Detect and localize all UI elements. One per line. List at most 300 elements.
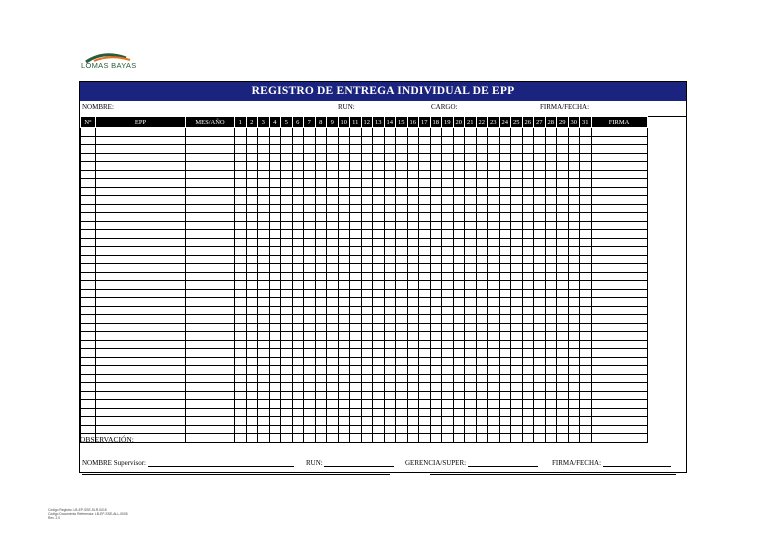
table-cell[interactable] [568,247,580,256]
table-cell[interactable] [384,272,396,281]
table-cell[interactable] [522,315,534,324]
table-cell[interactable] [453,434,465,443]
table-cell[interactable] [419,162,431,171]
table-cell[interactable] [258,425,270,434]
table-cell[interactable] [281,238,293,247]
table-cell[interactable] [246,323,258,332]
table-cell[interactable] [465,425,477,434]
table-cell[interactable] [269,340,281,349]
table-cell[interactable] [338,323,350,332]
table-cell[interactable] [511,408,523,417]
table-cell[interactable] [419,153,431,162]
table-cell[interactable] [580,425,592,434]
table-cell[interactable] [350,408,362,417]
table-cell[interactable] [350,272,362,281]
table-cell[interactable] [292,238,304,247]
table-cell[interactable] [338,366,350,375]
table-cell[interactable] [465,153,477,162]
table-cell[interactable] [396,272,408,281]
table-cell[interactable] [292,230,304,239]
table-cell[interactable] [384,153,396,162]
table-cell[interactable] [591,281,647,290]
table-cell[interactable] [235,255,247,264]
table-cell[interactable] [327,145,339,154]
table-cell[interactable] [338,349,350,358]
table-cell[interactable] [96,323,186,332]
table-cell[interactable] [545,383,557,392]
table-cell[interactable] [246,417,258,426]
table-cell[interactable] [384,306,396,315]
table-cell[interactable] [315,332,327,341]
table-cell[interactable] [511,340,523,349]
table-cell[interactable] [81,332,96,341]
table-cell[interactable] [430,323,442,332]
table-cell[interactable] [522,213,534,222]
table-cell[interactable] [315,255,327,264]
table-cell[interactable] [442,145,454,154]
table-cell[interactable] [591,357,647,366]
table-cell[interactable] [96,204,186,213]
table-cell[interactable] [96,255,186,264]
table-cell[interactable] [488,153,500,162]
table-cell[interactable] [81,289,96,298]
table-cell[interactable] [327,374,339,383]
table-cell[interactable] [81,255,96,264]
table-cell[interactable] [350,417,362,426]
table-cell[interactable] [430,408,442,417]
table-cell[interactable] [407,162,419,171]
table-cell[interactable] [315,247,327,256]
table-cell[interactable] [499,434,511,443]
table-cell[interactable] [488,145,500,154]
table-cell[interactable] [304,383,316,392]
table-cell[interactable] [545,145,557,154]
table-cell[interactable] [315,425,327,434]
table-cell[interactable] [373,289,385,298]
table-cell[interactable] [534,128,546,137]
table-cell[interactable] [499,230,511,239]
table-cell[interactable] [568,408,580,417]
table-cell[interactable] [384,417,396,426]
table-cell[interactable] [511,357,523,366]
table-cell[interactable] [534,332,546,341]
table-cell[interactable] [557,383,569,392]
table-cell[interactable] [430,425,442,434]
table-cell[interactable] [407,128,419,137]
table-cell[interactable] [407,281,419,290]
table-cell[interactable] [186,417,235,426]
table-cell[interactable] [568,128,580,137]
table-cell[interactable] [453,408,465,417]
table-cell[interactable] [96,357,186,366]
table-cell[interactable] [269,187,281,196]
table-cell[interactable] [488,383,500,392]
table-cell[interactable] [442,255,454,264]
table-cell[interactable] [522,332,534,341]
table-cell[interactable] [465,264,477,273]
table-cell[interactable] [465,400,477,409]
table-cell[interactable] [534,298,546,307]
table-cell[interactable] [235,306,247,315]
table-cell[interactable] [292,281,304,290]
table-cell[interactable] [534,272,546,281]
table-cell[interactable] [292,349,304,358]
table-cell[interactable] [338,170,350,179]
table-cell[interactable] [327,281,339,290]
table-cell[interactable] [419,221,431,230]
table-cell[interactable] [246,357,258,366]
table-cell[interactable] [327,179,339,188]
table-cell[interactable] [545,264,557,273]
table-cell[interactable] [186,349,235,358]
table-cell[interactable] [350,247,362,256]
table-cell[interactable] [246,281,258,290]
table-cell[interactable] [591,128,647,137]
table-cell[interactable] [258,400,270,409]
table-cell[interactable] [545,255,557,264]
table-cell[interactable] [304,247,316,256]
table-cell[interactable] [407,383,419,392]
table-cell[interactable] [258,434,270,443]
table-cell[interactable] [407,187,419,196]
table-cell[interactable] [292,247,304,256]
table-cell[interactable] [396,434,408,443]
table-cell[interactable] [407,255,419,264]
table-cell[interactable] [373,145,385,154]
table-cell[interactable] [350,145,362,154]
table-cell[interactable] [580,281,592,290]
table-cell[interactable] [350,340,362,349]
table-cell[interactable] [453,289,465,298]
table-cell[interactable] [545,153,557,162]
table-cell[interactable] [373,332,385,341]
table-cell[interactable] [373,162,385,171]
table-cell[interactable] [186,145,235,154]
table-cell[interactable] [373,357,385,366]
table-cell[interactable] [568,204,580,213]
table-cell[interactable] [186,162,235,171]
table-cell[interactable] [281,213,293,222]
table-cell[interactable] [361,340,373,349]
table-cell[interactable] [186,357,235,366]
table-cell[interactable] [488,221,500,230]
table-cell[interactable] [453,340,465,349]
table-cell[interactable] [361,383,373,392]
table-cell[interactable] [442,289,454,298]
table-cell[interactable] [258,145,270,154]
table-cell[interactable] [499,213,511,222]
table-cell[interactable] [476,400,488,409]
table-cell[interactable] [591,255,647,264]
table-cell[interactable] [281,247,293,256]
table-cell[interactable] [488,187,500,196]
table-cell[interactable] [384,298,396,307]
table-cell[interactable] [442,162,454,171]
table-cell[interactable] [235,153,247,162]
table-cell[interactable] [361,323,373,332]
table-cell[interactable] [350,374,362,383]
table-cell[interactable] [315,340,327,349]
table-cell[interactable] [580,340,592,349]
table-cell[interactable] [361,289,373,298]
table-cell[interactable] [81,349,96,358]
table-cell[interactable] [419,255,431,264]
table-cell[interactable] [315,272,327,281]
table-cell[interactable] [545,179,557,188]
table-cell[interactable] [534,264,546,273]
table-cell[interactable] [430,145,442,154]
table-cell[interactable] [292,391,304,400]
table-cell[interactable] [545,136,557,145]
table-cell[interactable] [81,340,96,349]
table-cell[interactable] [235,204,247,213]
table-cell[interactable] [580,408,592,417]
table-cell[interactable] [568,323,580,332]
table-cell[interactable] [419,238,431,247]
table-cell[interactable] [557,391,569,400]
table-cell[interactable] [81,145,96,154]
table-cell[interactable] [453,417,465,426]
table-cell[interactable] [511,434,523,443]
table-cell[interactable] [557,408,569,417]
table-cell[interactable] [315,128,327,137]
table-cell[interactable] [407,213,419,222]
table-cell[interactable] [258,417,270,426]
table-cell[interactable] [81,366,96,375]
table-cell[interactable] [430,366,442,375]
table-cell[interactable] [591,374,647,383]
table-cell[interactable] [281,264,293,273]
table-cell[interactable] [522,425,534,434]
table-cell[interactable] [269,153,281,162]
table-cell[interactable] [327,170,339,179]
table-cell[interactable] [246,349,258,358]
table-cell[interactable] [465,230,477,239]
table-cell[interactable] [292,136,304,145]
table-cell[interactable] [499,289,511,298]
table-cell[interactable] [511,179,523,188]
table-cell[interactable] [373,306,385,315]
table-cell[interactable] [545,230,557,239]
table-cell[interactable] [453,204,465,213]
table-cell[interactable] [315,357,327,366]
table-cell[interactable] [580,417,592,426]
table-cell[interactable] [246,332,258,341]
table-cell[interactable] [557,417,569,426]
table-cell[interactable] [407,204,419,213]
table-cell[interactable] [407,332,419,341]
table-cell[interactable] [269,400,281,409]
table-cell[interactable] [522,136,534,145]
table-cell[interactable] [465,281,477,290]
table-cell[interactable] [488,213,500,222]
table-cell[interactable] [442,306,454,315]
table-cell[interactable] [580,204,592,213]
table-cell[interactable] [534,170,546,179]
table-cell[interactable] [246,247,258,256]
table-cell[interactable] [373,374,385,383]
table-cell[interactable] [304,349,316,358]
table-cell[interactable] [246,374,258,383]
table-cell[interactable] [315,408,327,417]
table-cell[interactable] [476,408,488,417]
table-cell[interactable] [81,238,96,247]
table-cell[interactable] [511,289,523,298]
table-cell[interactable] [430,434,442,443]
table-cell[interactable] [96,179,186,188]
table-cell[interactable] [81,136,96,145]
table-cell[interactable] [591,298,647,307]
table-cell[interactable] [258,264,270,273]
table-cell[interactable] [269,391,281,400]
table-cell[interactable] [511,366,523,375]
table-cell[interactable] [545,221,557,230]
table-cell[interactable] [522,221,534,230]
table-cell[interactable] [361,306,373,315]
table-cell[interactable] [453,255,465,264]
table-cell[interactable] [327,323,339,332]
table-cell[interactable] [281,400,293,409]
table-cell[interactable] [292,145,304,154]
table-cell[interactable] [407,417,419,426]
table-cell[interactable] [338,340,350,349]
table-cell[interactable] [269,349,281,358]
table-cell[interactable] [81,187,96,196]
table-cell[interactable] [96,391,186,400]
table-cell[interactable] [591,221,647,230]
table-cell[interactable] [315,213,327,222]
table-cell[interactable] [327,391,339,400]
table-cell[interactable] [442,298,454,307]
table-cell[interactable] [186,196,235,205]
table-cell[interactable] [281,187,293,196]
table-cell[interactable] [96,306,186,315]
table-cell[interactable] [545,289,557,298]
table-cell[interactable] [522,153,534,162]
table-cell[interactable] [476,196,488,205]
table-cell[interactable] [476,230,488,239]
table-cell[interactable] [430,196,442,205]
table-cell[interactable] [453,196,465,205]
table-cell[interactable] [476,145,488,154]
table-cell[interactable] [235,434,247,443]
table-cell[interactable] [258,332,270,341]
table-cell[interactable] [499,204,511,213]
table-cell[interactable] [465,128,477,137]
table-cell[interactable] [499,153,511,162]
table-cell[interactable] [281,230,293,239]
table-cell[interactable] [511,383,523,392]
table-cell[interactable] [488,425,500,434]
table-cell[interactable] [361,221,373,230]
table-cell[interactable] [292,289,304,298]
table-cell[interactable] [315,162,327,171]
table-cell[interactable] [511,281,523,290]
table-cell[interactable] [373,255,385,264]
table-cell[interactable] [557,170,569,179]
table-cell[interactable] [281,196,293,205]
table-cell[interactable] [557,340,569,349]
table-cell[interactable] [511,349,523,358]
table-cell[interactable] [235,315,247,324]
table-cell[interactable] [96,408,186,417]
table-cell[interactable] [591,340,647,349]
table-cell[interactable] [186,383,235,392]
table-cell[interactable] [419,306,431,315]
table-cell[interactable] [545,425,557,434]
table-cell[interactable] [327,306,339,315]
table-cell[interactable] [338,306,350,315]
table-cell[interactable] [419,366,431,375]
table-cell[interactable] [338,162,350,171]
table-cell[interactable] [338,332,350,341]
table-cell[interactable] [476,247,488,256]
table-cell[interactable] [465,247,477,256]
table-cell[interactable] [81,315,96,324]
table-cell[interactable] [350,366,362,375]
table-cell[interactable] [338,400,350,409]
table-cell[interactable] [557,162,569,171]
table-cell[interactable] [488,170,500,179]
table-cell[interactable] [269,213,281,222]
table-cell[interactable] [396,425,408,434]
table-cell[interactable] [465,315,477,324]
table-cell[interactable] [453,366,465,375]
table-cell[interactable] [591,162,647,171]
table-cell[interactable] [384,238,396,247]
table-cell[interactable] [568,221,580,230]
table-cell[interactable] [419,179,431,188]
table-cell[interactable] [396,366,408,375]
table-cell[interactable] [545,332,557,341]
table-cell[interactable] [96,145,186,154]
table-cell[interactable] [373,349,385,358]
table-cell[interactable] [465,136,477,145]
table-cell[interactable] [246,366,258,375]
table-cell[interactable] [315,204,327,213]
table-cell[interactable] [407,247,419,256]
table-cell[interactable] [534,383,546,392]
table-cell[interactable] [384,349,396,358]
table-cell[interactable] [488,204,500,213]
table-cell[interactable] [327,315,339,324]
table-cell[interactable] [557,128,569,137]
table-cell[interactable] [568,196,580,205]
table-cell[interactable] [81,417,96,426]
table-cell[interactable] [186,272,235,281]
table-cell[interactable] [235,408,247,417]
table-cell[interactable] [591,289,647,298]
table-cell[interactable] [373,298,385,307]
table-cell[interactable] [476,383,488,392]
table-cell[interactable] [499,255,511,264]
table-cell[interactable] [246,204,258,213]
table-cell[interactable] [522,323,534,332]
table-cell[interactable] [373,323,385,332]
table-cell[interactable] [327,272,339,281]
table-cell[interactable] [96,425,186,434]
table-cell[interactable] [591,434,647,443]
table-cell[interactable] [246,187,258,196]
table-cell[interactable] [338,408,350,417]
table-cell[interactable] [580,128,592,137]
table-cell[interactable] [499,187,511,196]
table-cell[interactable] [430,391,442,400]
table-cell[interactable] [304,417,316,426]
table-cell[interactable] [396,145,408,154]
table-cell[interactable] [258,247,270,256]
table-cell[interactable] [557,434,569,443]
